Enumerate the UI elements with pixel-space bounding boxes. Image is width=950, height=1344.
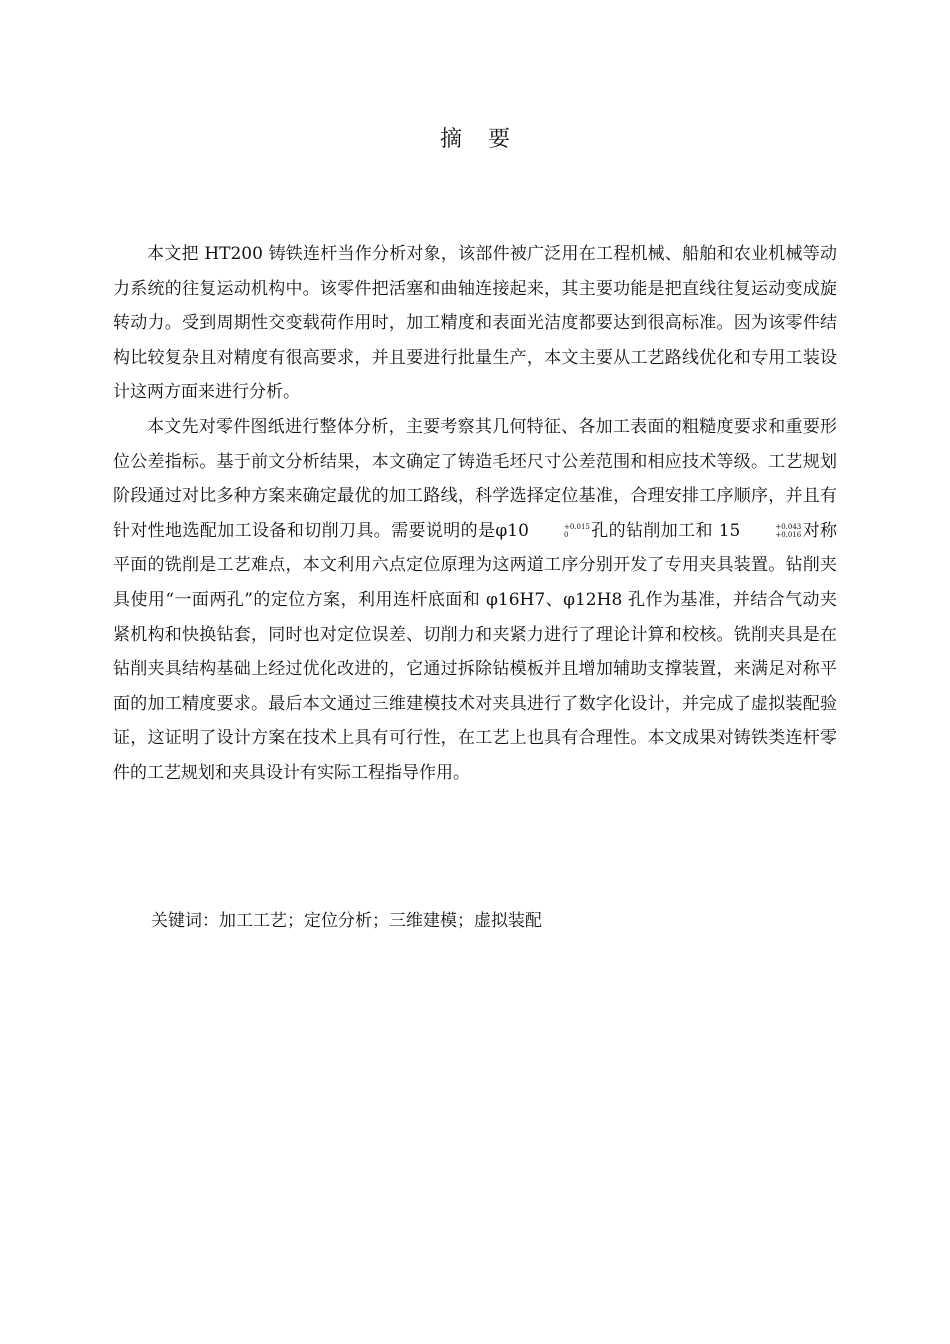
- paragraph-2-part-3: 对称平面的铣削是工艺难点，本文利用六点定位原理为这两道工序分别开发了专用夹具装置。钻削夹具使用“一面两孔”的定位方案，利用连杆底面和 φ16H7、φ12H8 孔作为基准，并结合气动夹紧机构和快换钻套，同时也对定位误差、切削力和夹紧力进行了理论计算和校核。铣削夹具是在钻削夹具结构基础上经过优化改进的，它通过拆除钻模板并且增加辅助支撑装置，来满足对称平面的加工精度要求。最后本文通过三维建模技术对夹具进行了数字化设计，并完成了虚拟装配验证，这证明了设计方案在技术上具有可行性，在工艺上也具有合理性。本文成果对铸铁类连杆零件的工艺规划和夹具设计有实际工程指导作用。: [113, 520, 838, 783]
- width-nominal: 15: [718, 520, 741, 541]
- width-tolerance: [741, 523, 801, 539]
- paragraph-2-part-2: 孔的钻削加工和: [590, 520, 719, 541]
- width-tolerance-lower: +0.016: [775, 530, 802, 539]
- page-title: [0, 124, 950, 156]
- abstract-body: [113, 237, 837, 791]
- hole-tolerance: [530, 523, 590, 539]
- keywords-line: 关键词：加工工艺；定位分析；三维建模；虚拟装配: [151, 911, 542, 931]
- hole-tolerance-lower: 0: [563, 530, 569, 539]
- hole-tolerance-upper: +0.015: [563, 522, 590, 531]
- title-char-2: 要: [488, 127, 511, 152]
- width-tolerance-upper: +0.043: [775, 522, 802, 531]
- abstract-paragraph-2: [113, 410, 837, 791]
- abstract-paragraph-1: 本文把 HT200 铸铁连杆当作分析对象，该部件被广泛用在工程机械、船舶和农业机械等动力系统的往复运动机构中。该零件把活塞和曲轴连接起来，其主要功能是把直线往复运动变成旋转动力。受到周期性交变载荷作用时，加工精度和表面光洁度都要达到很高标准。因为该零件结构比较复杂且对精度有很高要求，并且要进行批量生产，本文主要从工艺路线优化和专用工装设计这两方面来进行分析。: [113, 244, 837, 403]
- title-char-1: 摘: [439, 127, 462, 152]
- hole-nominal: φ10: [495, 520, 529, 541]
- paragraph-2-part-1: 本文先对零件图纸进行整体分析，主要考察其几何特征、各加工表面的粗糙度要求和重要形位公差指标。基于前文分析结果，本文确定了铸造毛坯尺寸公差范围和相应技术等级。工艺规划阶段通过对比多种方案来确定最优的加工路线，科学选择定位基准，合理安排工序顺序，并且有针对性地选配加工设备和切削刀具。需要说明的是: [113, 416, 837, 541]
